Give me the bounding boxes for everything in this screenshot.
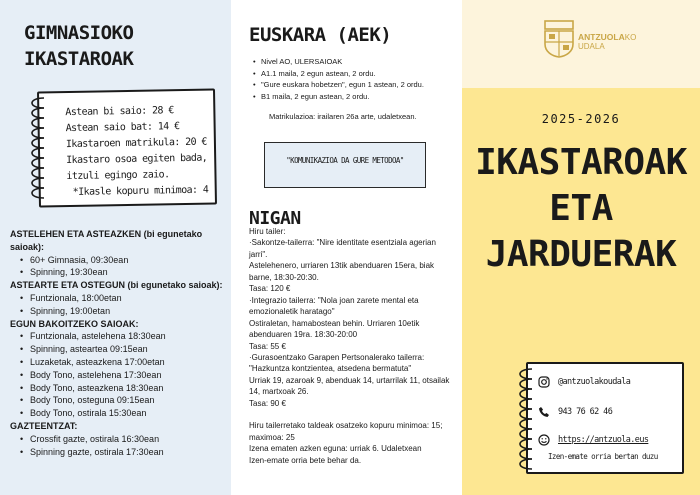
euskara-quote: "KOMUNIKAZIOA DA GURE METODOA" — [286, 156, 404, 165]
schedule-item: • Luzaketak, asteazkena 17:00etan — [10, 356, 224, 369]
schedule-heading-youth: GAZTEENTZAT: — [10, 420, 78, 431]
price-lines — [65, 102, 217, 201]
instagram-handle[interactable]: @antzuolakoudala — [558, 377, 631, 387]
nigan-line: Hiru tailer: — [249, 227, 286, 236]
nigan-line: Hiru tailerretako taldeak osatzeko kopuru minimoa: 15; maximoa: 25 — [249, 421, 443, 442]
contact-web-row — [538, 434, 648, 446]
cover-panel — [462, 0, 700, 495]
gym-schedule — [10, 228, 224, 458]
schedule-item: • Spinning, asteartea 09:15ean — [10, 343, 224, 356]
nigan-line: Tasa: 120 € — [249, 284, 291, 294]
nigan-line — [249, 409, 454, 420]
gym-title-line1: GIMNASIOKO — [24, 22, 134, 44]
nigan-line: Tasa: 90 € — [249, 398, 286, 408]
contact-phone-row — [538, 406, 612, 418]
gym-title-line2: IKASTAROAK — [24, 48, 134, 70]
refund-note-2: itzuli egingo zaio. — [66, 169, 170, 183]
logo-light: KO — [624, 33, 637, 42]
euskara-item: • A1.1 maila, 2 egun astean, 2 ordu. — [249, 68, 454, 80]
municipality-logo-text — [578, 33, 636, 51]
gym-panel — [0, 0, 231, 495]
schedule-heading-mon-wed: ASTELEHEN ETA ASTEAZKEN (bi egunetako saioak): — [10, 229, 203, 252]
euskara-item: • Nivel AO, ULERSAIOAK — [249, 56, 454, 68]
nigan-line: Urriak 19, azaroak 9, abenduak 14, urtarrilak 11, otsailak 14, martxoak 26. — [249, 375, 450, 397]
euskara-nigan-panel — [231, 0, 462, 495]
schedule-heading-single-day: EGUN BAKOITZEKO SAIOAK: — [10, 318, 139, 329]
nigan-line: Ostiraletan, hamabostean behin. Urriaren 10etik abenduaren 19ra. 18:30-20:00 — [249, 318, 420, 340]
nigan-line: ·Sakontze-tailerra: "Nire identitate esentziala agerian jarri". — [249, 238, 436, 259]
cover-title-line1: IKASTAROAK — [475, 142, 687, 183]
euskara-course-list — [249, 56, 454, 102]
price-card — [37, 88, 217, 207]
contact-card — [526, 362, 684, 474]
schedule-item: • Spinning gazte, ostirala 17:30ean — [10, 446, 224, 459]
nigan-line: Astelehenero, urriaren 13tik abenduaren 15era, biak barne, 18:30-20:30. — [249, 261, 435, 282]
schedule-item: • Funtzionala, astelehena 18:30ean — [10, 330, 224, 343]
logo-bold: ANTZUOLA — [578, 32, 625, 42]
schedule-item: • Spinning, 19:00etan — [10, 305, 224, 318]
euskara-item: • "Gure euskara hobetzen", egun 1 astean, 2 ordu. — [249, 79, 454, 91]
coat-of-arms-icon — [544, 20, 574, 58]
price-two-sessions: Astean bi saio: 28 € — [65, 105, 174, 119]
schedule-list-single-day — [10, 330, 224, 420]
schedule-item: • Crossfit gazte, ostirala 16:30ean — [10, 433, 224, 446]
nigan-title: NIGAN — [249, 208, 301, 229]
logo-sub: UDALA — [578, 42, 605, 51]
euskara-item: • B1 maila, 2 egun astean, 2 ordu. — [249, 91, 454, 103]
nigan-details — [249, 226, 454, 466]
min-students-note: *Ikasle kopuru minimoa: 4 — [72, 184, 209, 198]
schedule-item: • Body Tono, astelehena 17:30ean — [10, 369, 224, 382]
phone-number[interactable]: 943 76 62 46 — [558, 407, 613, 417]
schedule-heading-tue-thu: ASTEARTE ETA OSTEGUN (bi egunetako saioak): — [10, 280, 223, 291]
cover-year: 2025-2026 — [541, 112, 621, 126]
nigan-line: ·Integrazio tailerra: "Nola joan zarete mental eta emozionaletik haratago" — [249, 295, 419, 317]
schedule-item: • Body Tono, osteguna 09:15ean — [10, 394, 224, 407]
schedule-item: • 60+ Gimnasia, 09:30ean — [10, 254, 224, 267]
cover-title-line3: JARDUERAK — [485, 234, 677, 275]
gym-title — [24, 20, 224, 72]
euskara-registration: Matrikulazioa: irailaren 26a arte, udaletxean. — [269, 112, 417, 121]
website-link[interactable]: https://antzuola.eus — [558, 435, 649, 445]
nigan-line: Izena ematen azken eguna: urriak 6. Udaletxean — [249, 444, 422, 454]
spiral-binding-icon — [514, 364, 544, 474]
schedule-item: • Spinning, 19:30ean — [10, 266, 224, 279]
price-one-session: Astean saio bat: 14 € — [65, 121, 180, 135]
schedule-item: • Body Tono, asteazkena 18:30ean — [10, 382, 224, 395]
nigan-line: ·Gurasoentzako Garapen Pertsonalerako tailerra: "Hazkuntza kontzientea, atsedena bermatuta" — [249, 352, 425, 374]
price-registration: Ikastaroen matrikula: 20 € — [65, 136, 207, 151]
nigan-line: Tasa: 55 € — [249, 341, 286, 351]
schedule-list-tue-thu — [10, 292, 224, 318]
spiral-binding-icon — [26, 92, 56, 207]
schedule-list-youth — [10, 433, 224, 459]
contact-instagram-row — [538, 376, 630, 388]
schedule-list-mon-wed — [10, 254, 224, 280]
schedule-item: • Body Tono, ostirala 15:30ean — [10, 407, 224, 420]
schedule-item: • Funtzionala, 18:00etan — [10, 292, 224, 305]
euskara-title: EUSKARA (AEK) — [249, 24, 392, 46]
refund-note-1: Ikastaro osoa egiten bada, — [66, 152, 208, 167]
registration-form-note: Izen-emate orria bertan duzu — [548, 452, 658, 461]
nigan-line: Izen-emate orria bete behar da. — [249, 455, 362, 465]
cover-title-line2: ETA — [549, 188, 613, 229]
cover-title — [462, 140, 700, 278]
euskara-quote-box — [264, 142, 426, 188]
